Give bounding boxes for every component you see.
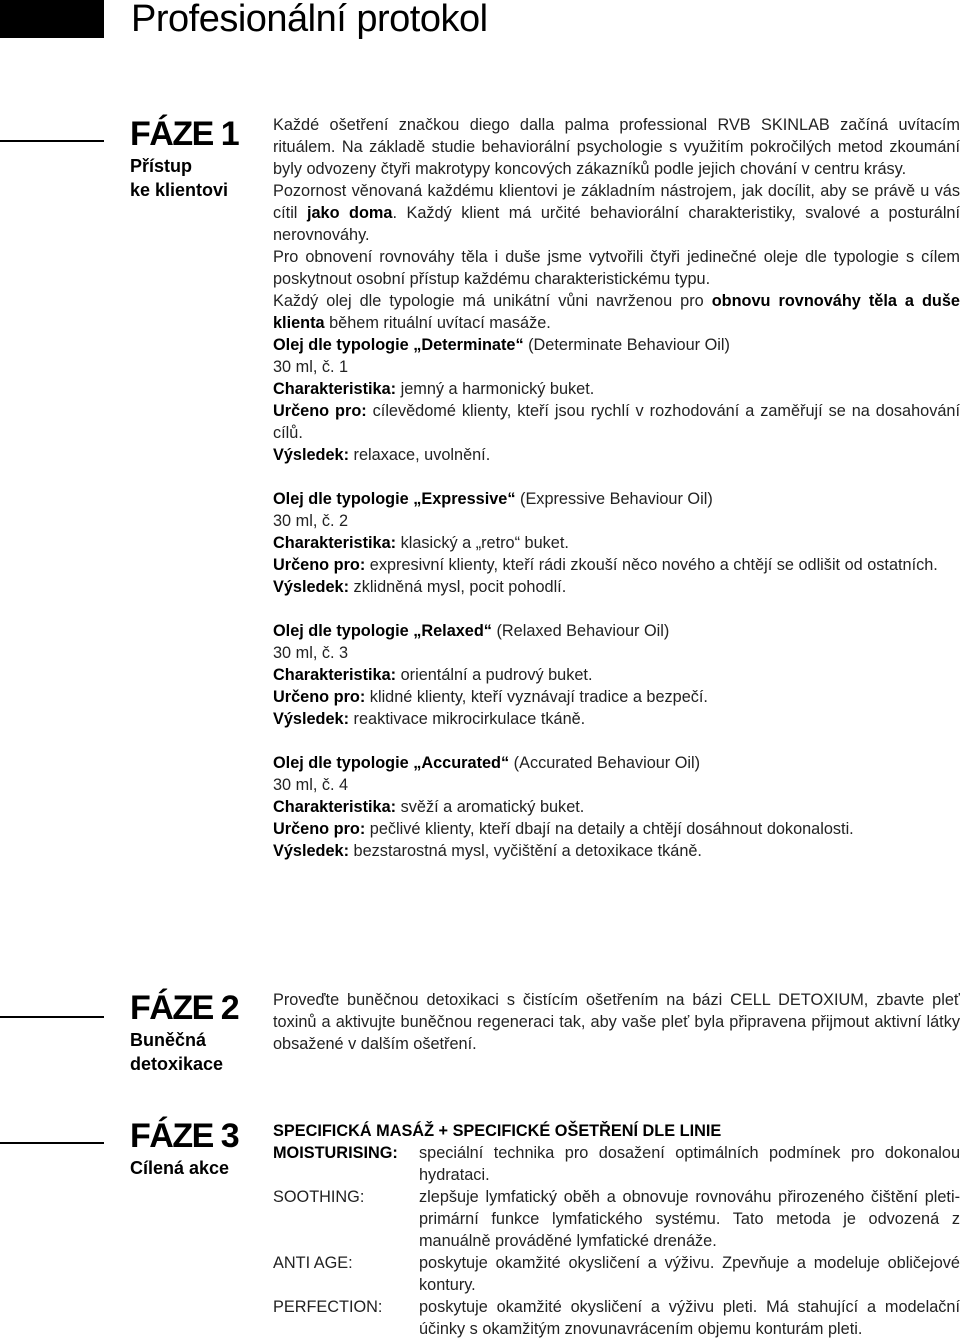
phase1-intro-4c: během rituální uvítací masáže. — [324, 314, 551, 332]
oil-intended-for-value: cílevědomé klienty, kteří jsou rychlí v rozhodování a zaměřují se na dosahování cílů. — [273, 402, 960, 442]
phase1-subtitle-line2: ke klientovi — [130, 180, 229, 200]
oil-result-value: reaktivace mikrocirkulace tkáně. — [349, 710, 586, 728]
oil-result-value: bezstarostná mysl, vyčištění a detoxikace tkáně. — [349, 842, 702, 860]
oil-intended-for — [273, 818, 960, 840]
label-characteristic: Charakteristika: — [273, 666, 397, 684]
oil-volume: 30 ml, č. 1 — [273, 358, 349, 376]
oil-result — [273, 840, 960, 862]
label-intended-for: Určeno pro: — [273, 820, 366, 838]
phase1-subtitle-line1: Přístup — [130, 156, 193, 176]
phase2-subtitle-line1: Buněčná — [130, 1030, 207, 1050]
oil-characteristic-value: jemný a harmonický buket. — [396, 380, 595, 398]
oil-title — [273, 620, 960, 642]
phase1-intro-2c: . Každý klient má určité behaviorální charakteristiky, svalové a posturální nerovnováhy. — [273, 204, 960, 244]
oil-characteristic-value: orientální a pudrový buket. — [396, 666, 593, 684]
oil-english-name: (Determinate Behaviour Oil) — [523, 336, 730, 354]
label-characteristic: Charakteristika: — [273, 534, 397, 552]
oil-name: Olej dle typologie „Determinate“ — [273, 336, 524, 354]
label-characteristic: Charakteristika: — [273, 380, 397, 398]
phase2-subtitle-line2: detoxikace — [130, 1054, 224, 1074]
oil-intended-for — [273, 686, 960, 708]
label-intended-for: Určeno pro: — [273, 688, 366, 706]
phase2-content — [273, 989, 960, 1055]
oil-characteristic — [273, 378, 960, 400]
oil-characteristic-value: klasický a „retro“ buket. — [396, 534, 569, 552]
phase1-intro-paragraph-1: Každé ošetření značkou diego dalla palma professional RVB SKINLAB začíná uvítacím rituálem. Na základě studie behaviorální psychologie s využitím pokročilých metod zkoumání byly odvozeny čtyři makrotypy koncových zákazníků podle jejich chování v centru krásy. — [273, 116, 960, 178]
oil-name: Olej dle typologie „Relaxed“ — [273, 622, 492, 640]
oil-title — [273, 334, 960, 356]
oil-item-relaxed — [273, 620, 960, 730]
spec-label: PERFECTION: — [273, 1298, 383, 1316]
oil-result — [273, 708, 960, 730]
oil-volume: 30 ml, č. 4 — [273, 776, 349, 794]
oil-intended-for — [273, 400, 960, 444]
label-result: Výsledek: — [273, 842, 350, 860]
phase1-number: FÁZE 1 — [130, 115, 239, 153]
oil-result-value: relaxace, uvolnění. — [349, 446, 491, 464]
label-result: Výsledek: — [273, 578, 350, 596]
spec-label: MOISTURISING: — [273, 1144, 398, 1162]
phase2-number: FÁZE 2 — [130, 989, 239, 1027]
label-intended-for: Určeno pro: — [273, 402, 367, 420]
phase3-content — [273, 1120, 960, 1340]
phase3-heading — [130, 1116, 270, 1180]
phase1-intro-2a: Pozornost věnovaná každému klientovi je základním nástrojem, jak docílit, aby se právě u vás cítil — [273, 182, 960, 222]
oil-result-value: zklidněná mysl, pocit pohodlí. — [349, 578, 567, 596]
oil-intended-for — [273, 554, 960, 576]
oil-characteristic — [273, 532, 960, 554]
page-title: Profesionální protokol — [131, 0, 488, 40]
phase1-intro-paragraph-2 — [273, 180, 960, 246]
phase3-number: FÁZE 3 — [130, 1117, 239, 1155]
phase1-intro-paragraph-4 — [273, 290, 960, 334]
spec-description: speciální technika pro dosažení optimálních podmínek pro dokonalou hydrataci. — [419, 1144, 960, 1184]
spec-row-moisturising — [273, 1142, 960, 1186]
oil-english-name: (Expressive Behaviour Oil) — [515, 490, 713, 508]
oil-english-name: (Relaxed Behaviour Oil) — [491, 622, 670, 640]
label-intended-for: Určeno pro: — [273, 556, 366, 574]
oil-volume: 30 ml, č. 2 — [273, 512, 349, 530]
phase2-rule — [0, 1016, 104, 1018]
label-result: Výsledek: — [273, 710, 350, 728]
oil-title — [273, 752, 960, 774]
phase3-subtitle-line1: Cílená akce — [130, 1158, 230, 1178]
phase3-rule — [0, 1142, 104, 1144]
spec-description: zlepšuje lymfatický oběh a obnovuje rovnováhu přirozeného čištění pleti-primární funkce lymfatického systému. Tato metoda je odvozená z manuálně prováděné lymfatické drenáže. — [419, 1188, 960, 1250]
oil-result — [273, 444, 960, 466]
phase1-intro-4a: Každý olej dle typologie má unikátní vůni navrženou pro — [273, 292, 712, 310]
oil-characteristic — [273, 664, 960, 686]
label-result: Výsledek: — [273, 446, 350, 464]
phase2-text: Proveďte buněčnou detoxikaci s čistícím ošetřením na bázi CELL DETOXIUM, zbavte pleť toxinů a aktivujte buněčnou regeneraci tak, aby vaše pleť byla připravena přijmout aktivní látky obsažené v dalším ošetření. — [273, 991, 960, 1053]
oil-name: Olej dle typologie „Expressive“ — [273, 490, 516, 508]
spec-row-anti-age — [273, 1252, 960, 1296]
phase1-intro-4b: obnovu rovnováhy těla a duše klienta — [273, 292, 960, 332]
spec-row-soothing — [273, 1186, 960, 1252]
header-black-bar — [0, 0, 104, 38]
oil-intended-for-value: klidné klienty, kteří vyznávají tradice a bezpečí. — [365, 688, 708, 706]
oil-item-expressive — [273, 488, 960, 598]
oil-title — [273, 488, 960, 510]
spec-description: poskytuje okamžité okysličení a výživu pleti. Má stahující a modelační účinky s okamžitým znovunavrácením objemu konturám pleti. — [419, 1298, 960, 1338]
phase1-rule — [0, 140, 104, 142]
oil-characteristic — [273, 796, 960, 818]
oil-result — [273, 576, 960, 598]
phase1-intro-2b: jako doma — [306, 204, 393, 222]
oil-name: Olej dle typologie „Accurated“ — [273, 754, 510, 772]
oil-intended-for-value: pečlivé klienty, kteří dbají na detaily a chtějí dosáhnout dokonalosti. — [365, 820, 854, 838]
oil-intended-for-value: expresivní klienty, kteří rádi zkouší něco nového a chtějí se odlišit od ostatních. — [365, 556, 938, 574]
oil-item-accurated — [273, 752, 960, 862]
oil-volume: 30 ml, č. 3 — [273, 644, 349, 662]
phase1-content — [273, 114, 960, 862]
oil-english-name: (Accurated Behaviour Oil) — [509, 754, 701, 772]
phase1-intro-paragraph-3: Pro obnovení rovnováhy těla i duše jsme vytvořili čtyři jedinečné oleje dle typologie s cílem poskytnout osobní přístup každému charakteristickému typu. — [273, 248, 960, 288]
spec-row-perfection — [273, 1296, 960, 1340]
spec-label: ANTI AGE: — [273, 1254, 353, 1272]
label-characteristic: Charakteristika: — [273, 798, 397, 816]
spec-description: poskytuje okamžité okysličení a výživu. Zpevňuje a modeluje obličejové kontury. — [419, 1254, 960, 1294]
phase2-heading — [130, 988, 270, 1076]
phase3-title: SPECIFICKÁ MASÁŽ + SPECIFICKÉ OŠETŘENÍ DLE LINIE — [273, 1122, 722, 1140]
spec-label: SOOTHING: — [273, 1188, 365, 1206]
phase1-heading — [130, 114, 270, 202]
oil-item-determinate — [273, 334, 960, 466]
oil-characteristic-value: svěží a aromatický buket. — [396, 798, 585, 816]
